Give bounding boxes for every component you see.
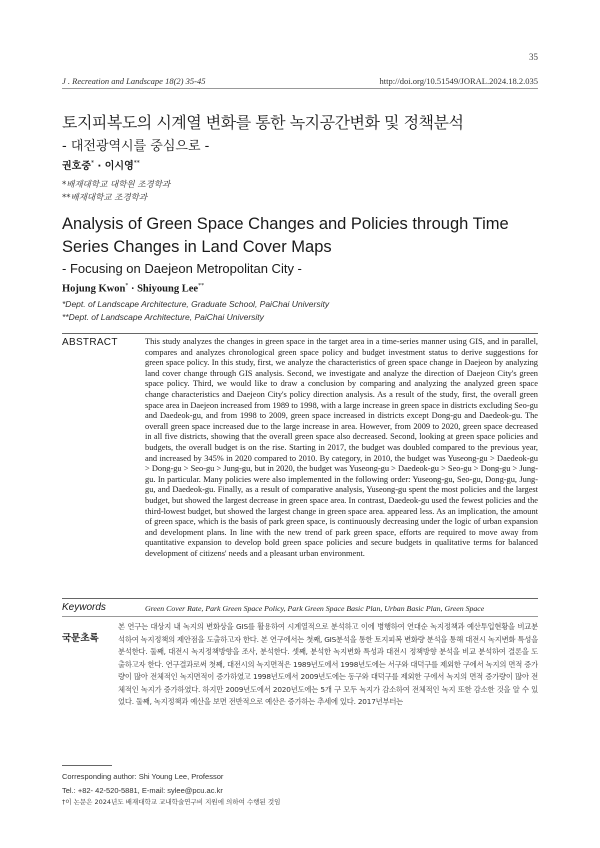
korean-abstract-heading: 국문초록 <box>62 633 99 644</box>
english-authors <box>62 283 204 295</box>
english-affiliation-1: *Dept. of Landscape Architecture, Graduate School, PaiChai University <box>62 299 330 309</box>
english-affiliation-2: **Dept. of Landscape Architecture, PaiChai University <box>62 312 264 322</box>
doi-link[interactable]: http://doi.org/10.51549/JORAL.2024.18.2.035 <box>379 76 538 86</box>
korean-author-separator: · <box>93 161 105 172</box>
header-divider <box>62 88 538 89</box>
page-number: 35 <box>529 52 538 62</box>
english-author-2: Shiyoung Lee <box>137 283 199 295</box>
abstract-top-divider <box>62 333 538 334</box>
keywords-top-divider <box>62 598 538 599</box>
korean-abstract-body: 본 연구는 대상지 내 녹지의 변화상을 GIS를 활용하여 시계열적으로 분석하고 이에 병행하여 연대순 녹지정책과 예산투입현황을 비교분석하여 녹지정책의 제안점을 도출하고자 한다. 본 연구에서는 첫째, GIS분석을 통한 토지피복 변화량 분석을 통해 대전시 녹지변화 특성을 분석한다. 둘째, 대전시 녹지정책방향을 조사, 분석한다. 셋째, 분석한 녹지변화 특성과 대전시 정책방향 분석을 비교 분석하여 결론을 도출하고자 한다. 연구결과로써 첫째, 대전시의 녹지면적은 1989년도에서 1998년도에는 서구와 대덕구를 제외한 구에서 녹지의 면적 증가량이 많아 전체적인 녹지면적이 증가하였고 1998년도에서 2009년도에는 동구와 대덕구를 제외한 구에서 녹지의 면적 증가량이 많아 전체적인 녹지가 증가하였다. 하지만 2009년도에서 2020년도에는 5개 구 모두 녹지가 감소하여 전체적인 녹지 또한 감소한 것을 알 수 있었다. 둘째, 녹지정책과 예산을 보면 전반적으로 예산은 증가하는 추세에 있다. 2017년부터는 <box>118 622 538 706</box>
english-title: Analysis of Green Space Changes and Policies through Time Series Changes in Land Cover Maps <box>62 215 509 256</box>
funding-note: †이 논문은 2024년도 배재대학교 교내학술연구비 지원에 의하여 수행된 것임 <box>62 798 281 806</box>
korean-author-2-mark: ** <box>133 159 140 167</box>
korean-subtitle: - 대전광역시를 중심으로 - <box>62 139 210 154</box>
keywords-bottom-divider <box>62 616 538 617</box>
corresponding-author: Corresponding author: Shi Young Lee, Professor <box>62 772 224 781</box>
english-subtitle: - Focusing on Daejeon Metropolitan City - <box>62 261 302 276</box>
abstract-body: This study analyzes the changes in green space in the target area in a time-series manner using GIS, and in parallel, compares and analyzes chronological green space policy and budget investment status to derive suggestions for green space policy. In this study, first, we analyze the characteristics of green space change in Daejeon by analyzing land cover change through GIS analysis. Second, we investigate and analyze the direction of Daejeon City's green space policy. Third, we would like to draw a conclusion by comparing and analyzing the analyzed green space change characteristics and Daejeon City's policy direction analysis. As a result of the study, first, the overall green space area in Daejeon increased from 1989 to 1998, with a large increase in green space in districts excluding Seo-gu and Daedeok-gu, and from 1998 to 2009, green space increased in districts except Dong-gu and Daedeok-gu. The overall green space increased due to the large increase in area. However, from 2009 to 2020, green space decreased in all five districts, showing that the overall green space also decreased. Second, looking at green space policies and budgets, the overall budget is on the rise. Starting in 2017, the budget was doubled compared to the previous year, and increased by 345% in 2020 compared to 2010. By category, in 2010, the budget was Yuseong-gu > Daedeok-gu > Dong-gu > Seo-gu > Jung-gu, but in 2020, the budget was Yuseong-gu > Daedeok-gu > Seo-gu > Dong-gu > Jung-gu. In particular. Many policies were also implemented in the following order: Yuseong-gu, Seo-gu, Dong-gu, Jung-gu, and Daedeok-gu. Finally, as a result of comparative analysis, Yuseong-gu spent the most policies and the largest budget, but showed the largest decrease in green space area. In contrast, Daedeok-gu used the fewest policies and the third-lowest budget, but showed the largest change in green space area. appeared less. As an implication, the amount of green space, which is the basis of park green space, is continuously decreasing under the logic of urban expansion and development plans. In line with the new trend of park green space, efforts are required to move away from quantitative expansion to develop bold green space policies and secure budgets in qualitative terms for balanced development of citizens' needs and a pleasant urban environment. <box>145 337 538 558</box>
journal-citation: J . Recreation and Landscape 18(2) 35-45 <box>62 76 206 86</box>
korean-author-2: 이시영 <box>104 161 134 172</box>
english-author-2-mark: ** <box>198 283 205 289</box>
korean-title: 토지피복도의 시계열 변화를 통한 녹지공간변화 및 정책분석 <box>62 113 464 132</box>
korean-affiliation-1: *배재대학교 대학원 조경학과 <box>62 180 171 190</box>
abstract-heading: ABSTRACT <box>62 337 118 348</box>
korean-affiliation-2: **배재대학교 조경학과 <box>62 193 148 203</box>
keywords-heading: Keywords <box>62 602 106 613</box>
english-author-separator: · <box>128 283 138 295</box>
korean-author-1-mark: * <box>90 159 94 167</box>
running-header <box>62 76 538 86</box>
korean-author-1: 권호중 <box>62 161 91 172</box>
keywords-list: Green Cover Rate, Park Green Space Policy, Park Green Space Basic Plan, Urban Basic Plan, Green Space <box>145 604 485 613</box>
english-author-1-mark: * <box>125 283 129 289</box>
footnote-divider <box>62 765 112 766</box>
contact-info: Tel.: +82- 42-520-5881, E-mail: sylee@pcu.ac.kr <box>62 786 223 795</box>
english-author-1: Hojung Kwon <box>62 283 126 295</box>
korean-authors <box>62 157 140 172</box>
